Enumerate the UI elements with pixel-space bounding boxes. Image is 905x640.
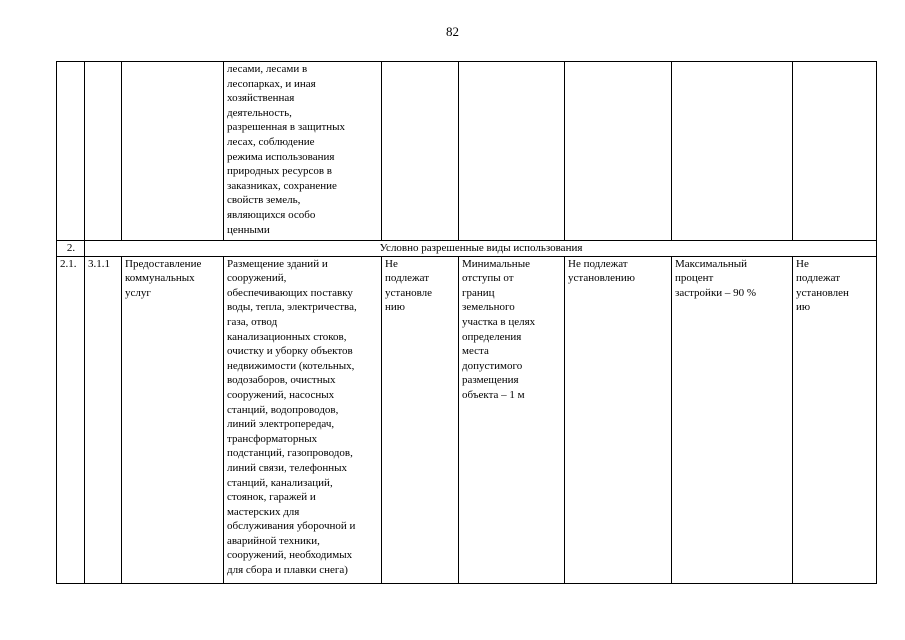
cell-empty: [122, 62, 224, 241]
cell-empty: [85, 62, 122, 241]
continuation-row: [57, 62, 877, 241]
cell-empty: [382, 62, 459, 241]
cell-empty: [793, 62, 877, 241]
row-name: Предоставление коммунальных услуг: [122, 256, 224, 583]
row-code: 3.1.1: [85, 256, 122, 583]
cell-empty: [565, 62, 672, 241]
row-number: 2.1.: [57, 256, 85, 583]
cell-empty: [57, 62, 85, 241]
section-title: Условно разрешенные виды использования: [85, 241, 877, 257]
cell-empty: [459, 62, 565, 241]
row-col9: Не подлежат установлен ию: [793, 256, 877, 583]
section-number: 2.: [57, 241, 85, 257]
row-description: Размещение зданий и сооружений, обеспечивающих поставку воды, тепла, электричества, газа, отвод канализационных стоков, очистку и уборку объектов недвижимости (котельных, водозаборов, очистных сооружений, насосных станций, водопроводов, линий электропередач, трансформаторных подстанций, газопроводов, линий связи, телефонных станций, канализаций, стоянок, гаражей и мастерских для обслуживания уборочной и аварийной техники, сооружений, необходимых для сбора и плавки снега): [224, 256, 382, 583]
row-col5: Не подлежат установле нию: [382, 256, 459, 583]
regulations-table: [56, 61, 877, 584]
continuation-description: лесами, лесами в лесопарках, и иная хозяйственная деятельность, разрешенная в защитных лесах, соблюдение режима использования природных ресурсов в заказниках, сохранение свойств земель, являющихся особо ценными: [224, 62, 382, 241]
section-row: [57, 241, 877, 257]
row-col7: Не подлежат установлению: [565, 256, 672, 583]
page-number: 82: [446, 24, 459, 39]
row-col8: Максимальный процент застройки – 90 %: [672, 256, 793, 583]
table-row: [57, 256, 877, 583]
row-col6: Минимальные отступы от границ земельного участка в целях определения места допустимого размещения объекта – 1 м: [459, 256, 565, 583]
cell-empty: [672, 62, 793, 241]
